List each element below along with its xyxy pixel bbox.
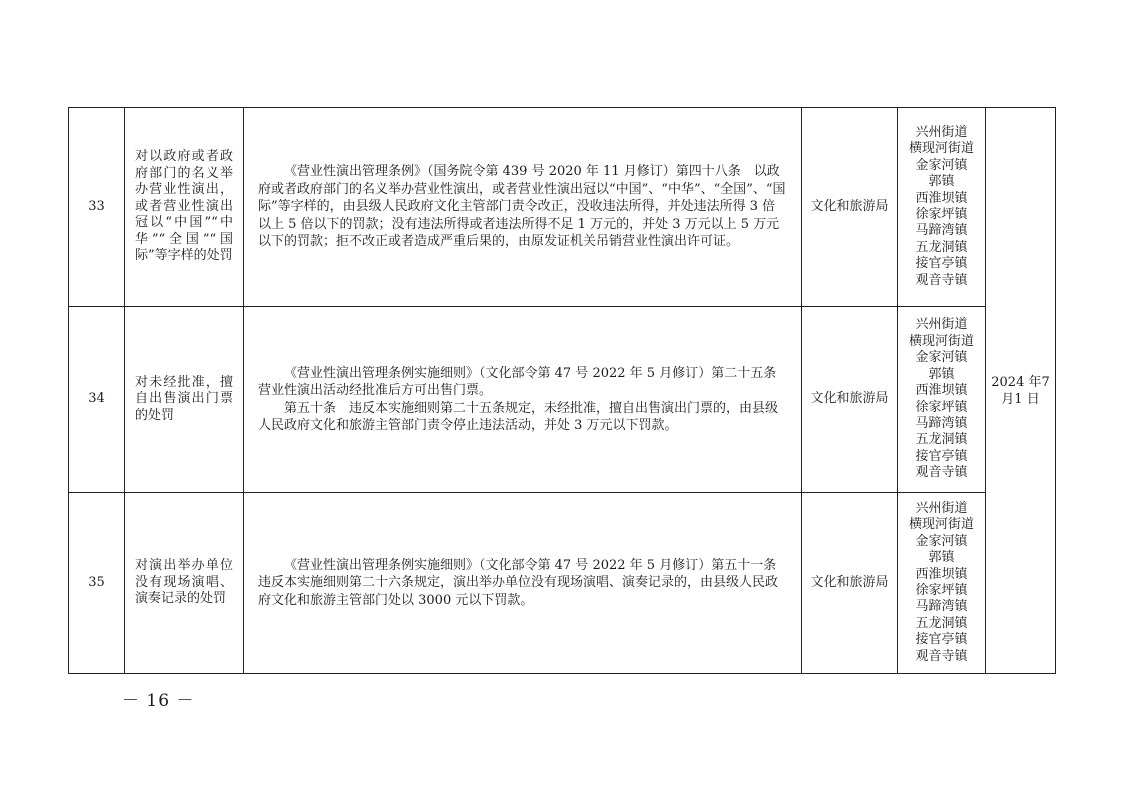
jurisdiction-item: 观音寺镇 [915, 272, 968, 288]
jurisdiction-item: 郭镇 [928, 366, 955, 382]
department: 文化和旅游局 [802, 108, 898, 307]
row-number: 33 [69, 108, 125, 307]
jurisdiction-item: 金家河镇 [915, 533, 968, 549]
legal-basis-paragraph: 《营业性演出管理条例实施细则》（文化部令第 47 号 2022 年 5 月修订）第二十五条 营业性演出活动经批准后方可出售门票。 [258, 365, 790, 398]
jurisdiction-item: 观音寺镇 [915, 465, 968, 481]
jurisdiction-item: 马蹄湾镇 [915, 223, 968, 239]
jurisdiction-item: 金家河镇 [915, 350, 968, 366]
legal-basis [244, 493, 802, 674]
legal-basis-paragraph: 第五十条 违反本实施细则第二十五条规定，未经批准，擅自出售演出门票的，由县级人民政府文化和旅游主管部门责令停止违法活动，并处 3 万元以下罚款。 [258, 400, 779, 433]
jurisdiction-item: 西淮坝镇 [915, 566, 968, 582]
jurisdiction-item: 接官亭镇 [915, 448, 968, 464]
jurisdiction-item: 五龙洞镇 [915, 432, 968, 448]
jurisdiction-item: 马蹄湾镇 [915, 415, 968, 431]
jurisdiction-item: 郭镇 [928, 174, 955, 190]
page-number: － 16 － [122, 691, 195, 711]
jurisdiction-item: 五龙洞镇 [915, 615, 968, 631]
table-row [69, 108, 1056, 307]
row-number: 35 [69, 493, 125, 674]
jurisdiction-item: 郭镇 [928, 550, 955, 566]
jurisdiction-list [898, 108, 986, 307]
penalty-item-name: 对未经批准，擅自出售演出门票的处罚 [125, 307, 244, 493]
table-row [69, 307, 1056, 493]
jurisdiction-item: 兴州街道 [915, 124, 968, 140]
jurisdiction-item: 西淮坝镇 [915, 190, 968, 206]
row-number: 34 [69, 307, 125, 493]
legal-basis-paragraph: 《营业性演出管理条例》（国务院令第 439 号 2020 年 11 月修订）第四十八条 以政府或者政府部门的名义举办营业性演出，或者营业性演出冠以“中国”、“中华”、“全国”、“国际”等字样的，由县级人民政府文化主管部门责令改正，没收违法所得，并处违法所得 3 倍以上 5 倍以下的罚款；没有违法所得或者违法所得不足 1 万元的，并处 3 万元以上 5 万元以下的罚款；拒不改正或者造成严重后果的，由原发证机关吊销营业性演出许可证。 [258, 164, 786, 250]
jurisdiction-item: 徐家坪镇 [915, 207, 968, 222]
jurisdiction-item: 马蹄湾镇 [915, 599, 968, 615]
table-row [69, 493, 1056, 674]
legal-basis [244, 108, 802, 307]
jurisdiction-list [898, 493, 986, 674]
department: 文化和旅游局 [802, 493, 898, 674]
jurisdiction-item: 横现河街道 [908, 141, 974, 157]
legal-basis-paragraph: 《营业性演出管理条例实施细则》（文化部令第 47 号 2022 年 5 月修订）第五十一条 违反本实施细则第二十六条规定，演出举办单位没有现场演唱、演奏记录的，由县级人民政府文化和旅游主管部门处以 3000 元以下罚款。 [258, 557, 790, 608]
department: 文化和旅游局 [802, 307, 898, 493]
jurisdiction-item: 接官亭镇 [915, 256, 968, 272]
legal-basis [244, 307, 802, 493]
jurisdiction-item: 接官亭镇 [915, 632, 968, 648]
jurisdiction-item: 徐家坪镇 [915, 399, 968, 415]
jurisdiction-item: 横现河街道 [908, 333, 974, 349]
penalty-item-name: 对以政府或者政府部门的名义举办营业性演出，或者营业性演出冠以“中国”“中华”“全国”“国际”等字样的处罚 [125, 108, 244, 307]
jurisdiction-item: 金家河镇 [915, 157, 968, 173]
penalty-item-name: 对演出举办单位没有现场演唱、演奏记录的处罚 [125, 493, 244, 674]
effective-date: 2024 年7 月1 日 [986, 108, 1056, 674]
jurisdiction-list [898, 307, 986, 493]
jurisdiction-item: 观音寺镇 [915, 648, 968, 664]
jurisdiction-item: 西淮坝镇 [915, 383, 968, 399]
jurisdiction-item: 徐家坪镇 [915, 583, 968, 598]
jurisdiction-item: 兴州街道 [915, 500, 968, 516]
jurisdiction-item: 横现河街道 [908, 517, 974, 533]
jurisdiction-item: 五龙洞镇 [915, 239, 968, 255]
jurisdiction-item: 兴州街道 [915, 317, 968, 333]
penalty-items-table [68, 107, 1056, 674]
